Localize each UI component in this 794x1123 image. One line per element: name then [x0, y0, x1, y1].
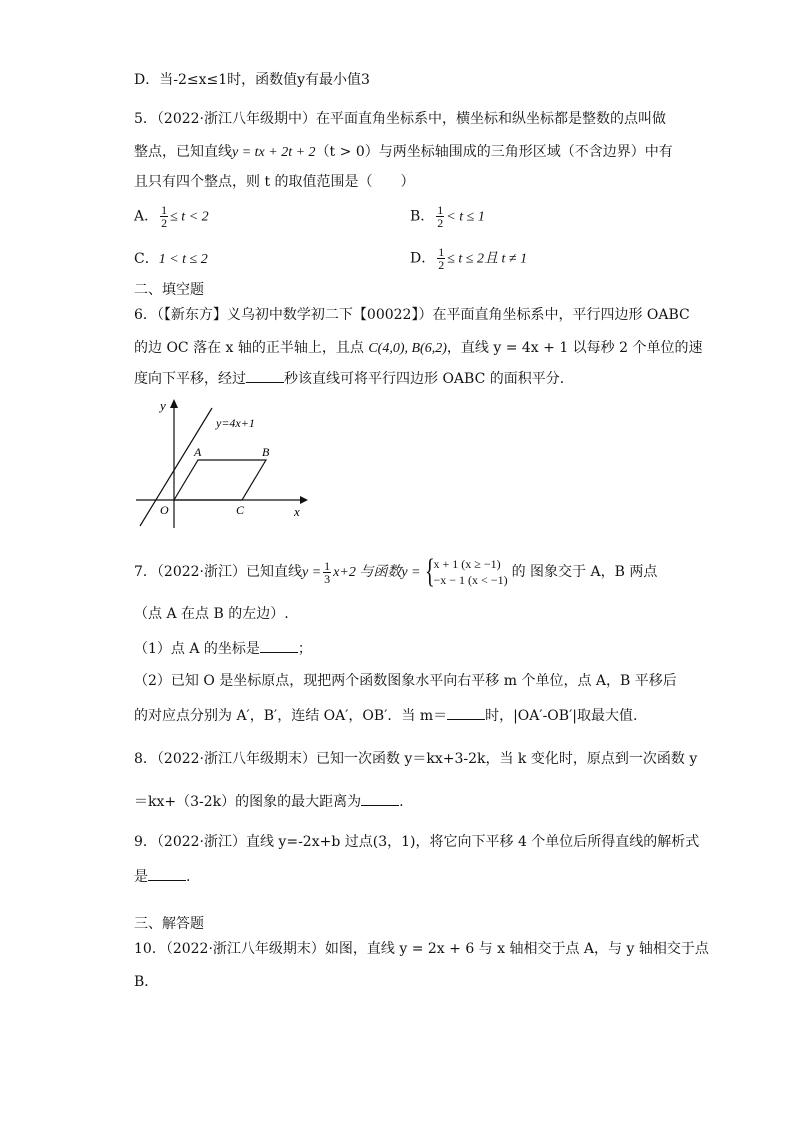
line-y-4x-1 — [140, 408, 212, 526]
section-answer: 三、解答题 — [134, 916, 204, 932]
q5-line2-b: 与两坐标轴围成的三角形区域（不含边界）中有 — [378, 144, 673, 160]
q7-line1-c: 的 图象交于 A，B 两点 — [511, 564, 658, 580]
point-c-label: C — [236, 503, 245, 517]
q5-option-d-frac — [437, 246, 445, 271]
q7-answer-blank-1 — [260, 638, 298, 653]
frac-denominator: 2 — [438, 258, 445, 272]
q9-line2 — [134, 866, 190, 887]
q5-line2-eq: y = tx + 2t + 2 — [232, 145, 316, 160]
q7-line4: （2）已知 O 是坐标原点，现把两个函数图象水平向右平移 m 个单位，点 A，B 平移后 — [134, 673, 677, 689]
q7-line2: （点 A 在点 B 的左边）. — [134, 606, 289, 622]
parallelogram-oabc — [174, 460, 266, 500]
q5-option-a — [134, 204, 209, 229]
frac-denominator: 3 — [324, 571, 331, 586]
q6-answer-blank — [246, 368, 284, 383]
q7-line1-y: y = — [302, 565, 322, 580]
q5-option-b — [410, 204, 485, 229]
point-o-label: O — [160, 503, 169, 517]
frac-numerator: 1 — [161, 203, 168, 217]
q10-line1: 10．（2022·浙江八年级期末）如图，直线 y = 2x + 6 与 x 轴相交于点 A，与 y 轴相交于点 — [134, 941, 709, 957]
q7-piecewise-function: { x + 1 (x ≥ −1) −x − 1 (x < −1) — [424, 553, 508, 590]
frac-denominator: 2 — [437, 216, 444, 230]
q8-line2-a: ＝kx+（3-2k）的图象的最大距离为 — [134, 794, 362, 810]
q7-line3 — [134, 638, 312, 659]
line-label: y=4x+1 — [216, 416, 255, 430]
q5-option-c-text: 1 < t ≤ 2 — [158, 252, 208, 267]
q5-line2 — [134, 142, 673, 163]
q5-option-d — [410, 246, 527, 271]
q9-line2-a: 是 — [134, 869, 148, 885]
q6-line3-a: 度向下平移，经过 — [134, 371, 246, 387]
q7-answer-blank-2 — [447, 705, 485, 720]
q7-line5-a: 的对应点分别为 A′，B′，连结 OA′，OB′．当 m＝ — [134, 708, 448, 724]
q10-line2: B． — [134, 974, 159, 990]
y-axis-label: y — [160, 398, 166, 413]
q7-line1-b: x+2 与函数 — [333, 565, 402, 580]
q7-line1: 7．（2022·浙江）已知直线y = $\frac{1}{3}$ x+2 与函数y = { x + 1 (x ≥ −1) −x − 1 (x < −1) 的 图象交于 A，B 两点 — [134, 553, 658, 590]
q5-option-b-rest: < t ≤ 1 — [446, 209, 485, 225]
x-axis-arrow — [300, 496, 308, 504]
section-fill-in: 二、填空题 — [134, 282, 204, 298]
q8-line1: 8．（2022·浙江八年级期末）已知一次函数 y＝kx+3-2k，当 k 变化时，原点到一次函数 y — [134, 751, 698, 767]
q5-line3: 且只有四个整点，则 t 的取值范围是（ ） — [134, 174, 415, 190]
q5-option-b-label: B． — [410, 208, 435, 225]
q9-line2-b: . — [186, 869, 191, 885]
point-b-label: B — [262, 445, 270, 459]
q7-line5 — [134, 705, 637, 726]
q5-option-d-label: D． — [410, 250, 436, 267]
q9-line1: 9．（2022·浙江）直线 y=-2x+b 过点(3，1)，将它向下平移 4 个单位后所得直线的解析式 — [134, 834, 700, 850]
q5-option-a-label: A． — [134, 208, 159, 225]
q6-line2-b: ，直线 y = 4x + 1 以每秒 2 个单位的速 — [446, 340, 703, 356]
q6-figure — [132, 396, 312, 536]
q5-line1: 5．（2022·浙江八年级期中）在平面直角坐标系中，横坐标和纵坐标都是整数的点叫做 — [134, 111, 666, 127]
q9-answer-blank — [148, 866, 186, 881]
q5-line2-cond: （t > 0） — [315, 144, 379, 160]
q6-line2-a: 的边 OC 落在 x 轴的正半轴上，且点 — [134, 340, 369, 356]
q5-option-a-frac — [160, 204, 168, 229]
q6-line3 — [134, 368, 574, 389]
frac-numerator: 1 — [437, 203, 444, 217]
q5-option-a-rest: ≤ t < 2 — [170, 209, 209, 225]
frac-numerator: 1 — [438, 245, 445, 259]
q8-answer-blank — [361, 791, 399, 806]
q7-piece-2: −x − 1 (x < −1) — [433, 573, 508, 587]
q6-line3-b: 秒该直线可将平行四边形 OABC 的面积平分． — [284, 371, 574, 387]
point-a-label: A — [194, 445, 202, 459]
q7-line1-a: 7．（2022·浙江）已知直线 — [134, 564, 302, 580]
q7-line1-frac — [323, 560, 331, 585]
q6-line2 — [134, 338, 702, 359]
q7-line5-b: 时，|OA′-OB′|取最大值. — [485, 708, 638, 724]
q5-option-d-rest: ≤ t ≤ 2且 t ≠ 1 — [447, 251, 528, 267]
q6-line1: 6．（【新东方】义乌初中数学初二下【00022】）在平面直角坐标系中，平行四边形 OABC — [134, 307, 690, 323]
q8-line2 — [134, 791, 404, 812]
q7-line3-a: （1）点 A 的坐标是 — [134, 641, 260, 657]
q5-line2-a: 整点，已知直线 — [134, 144, 232, 160]
q6-line2-points: C(4,0), B(6,2) — [368, 341, 447, 356]
q5-option-c — [134, 249, 208, 270]
q5-option-b-frac — [436, 204, 444, 229]
q5-option-c-label: C． — [134, 251, 159, 267]
y-axis-arrow — [170, 399, 178, 408]
x-axis-label: x — [294, 504, 300, 519]
q7-line3-b: ； — [297, 641, 312, 657]
q7-piece-1: x + 1 (x ≥ −1) — [433, 557, 501, 571]
frac-numerator: 1 — [324, 558, 331, 573]
q8-line2-b: . — [399, 794, 404, 810]
q4-option-d: D．当-2≤x≤1时，函数值y有最小值3 — [134, 72, 370, 88]
frac-denominator: 2 — [161, 216, 168, 230]
